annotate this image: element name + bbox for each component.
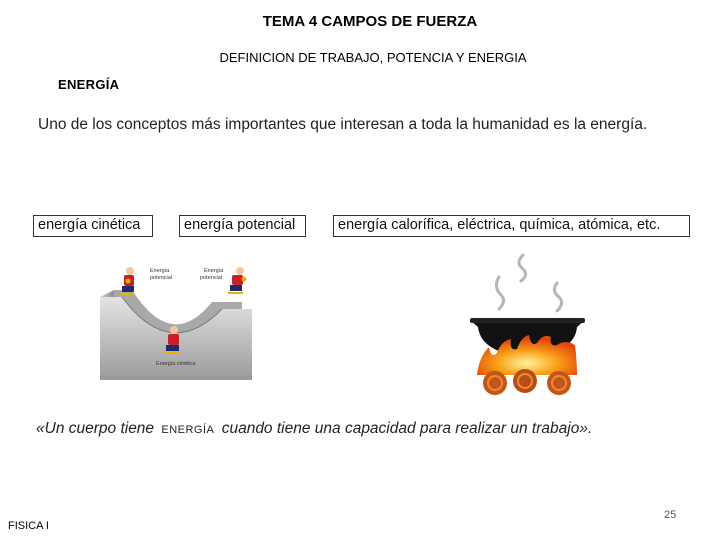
potential-energy-box: energía potencial (179, 215, 306, 237)
skater-left-icon (120, 267, 134, 295)
steam-icon (496, 255, 561, 311)
ramp-label-right-1: Energía (204, 268, 224, 274)
section-heading: ENERGÍA (58, 77, 120, 92)
energy-definition (36, 420, 592, 438)
other-energies-box: energía calorífica, eléctrica, química, atómica, etc. (333, 215, 690, 237)
ramp-label-bottom: Energía cinética (156, 361, 196, 367)
skate-ramp-illustration (92, 262, 262, 382)
footer-course-label: FISICA I (8, 520, 49, 532)
definition-after: cuando tiene una capacidad para realizar un trabajo». (221, 420, 593, 437)
definition-before: «Un cuerpo tiene (36, 420, 155, 437)
kinetic-energy-box: energía cinética (33, 215, 153, 237)
page-title: TEMA 4 CAMPOS DE FUERZA (262, 13, 478, 30)
ramp-label-right-2: potencial (200, 275, 223, 281)
ramp-label-left-2: potencial (150, 275, 173, 281)
ramp-label-left-1: Energía (150, 268, 170, 274)
page-subtitle: DEFINICION DE TRABAJO, POTENCIA Y ENERGIA (219, 50, 527, 65)
fire-pot-illustration (465, 245, 590, 400)
logs-icon (483, 369, 571, 395)
skater-right-icon (228, 267, 247, 294)
definition-keyword: ENERGÍA (161, 424, 215, 436)
intro-text: Uno de los conceptos más importantes que interesan a toda la humanidad es la energía. (38, 116, 648, 133)
page-number: 25 (664, 509, 677, 521)
